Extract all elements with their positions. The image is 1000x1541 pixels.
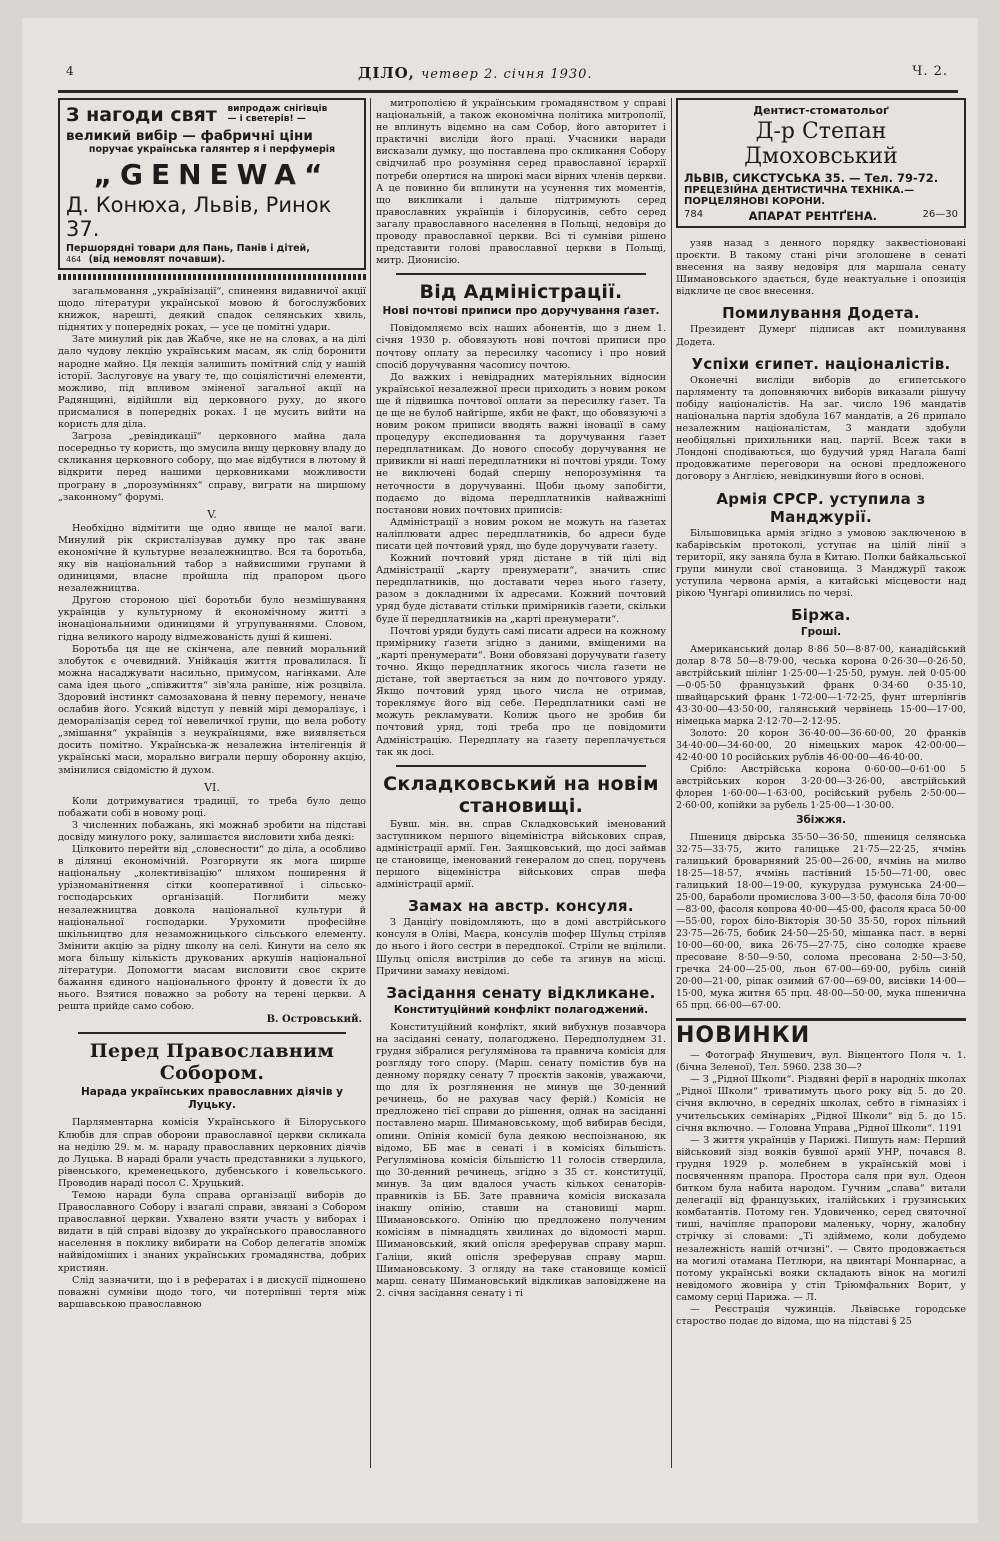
article-headline: Армія СРСР. уступила з Манджурії.: [716, 489, 926, 526]
article-headline: Засідання сенату відкликане.: [386, 983, 656, 1002]
article-paragraph: Темою наради була справа організації виборів до Православного Собору і взагалі справи, звязані з Собором православної церкви. Ухвалено взяти участь у виборах і видати в цій справі відозву до українського православного населення в поклику вибирати на Собор делегатів зпоміж найвідоміших і знаних українських громадянства, добрих християн.: [58, 1190, 366, 1274]
article-paragraph: Другою стороною цієї боротьби було незмішування українців у культурному й економічному житті з інонаціональними одиницями й угрупуваннями. Словом, гідна великого народу відмежованість душі й кишені.: [58, 595, 366, 643]
exchange-rates-silver: Срібло: Австрійська корона 0·60·00—0·61·00 5 австрійських корон 3·20·00—3·26·00, австрійський флорен 1·60·00—1·63·00, російський рубель 2·50·00—2·60·00, копійки за рубель 1·25·00—1·30·00.: [676, 764, 966, 812]
article-paragraph: Оконечні висліди виборів до єгипетського парляменту та доповняючих виборів виказали рішучу побіду націоналістів. На заг. число 196 мандатів національна партія здобула 167 мандатів, а 26 припало незалежним націоналістам, 3 мандати здобули необіцяльні прихильники нац. партії. Всеж таки в Лондоні сподіваються, що будучий уряд Нагала баші продовжатиме переговори на основі предложеного договору з Англією, невідкинувши його в основі.: [676, 374, 966, 483]
exchange-subheadline: Гроші.: [800, 626, 842, 639]
column-divider-2: [671, 98, 672, 1468]
news-item: — Фотограф Янушевич, вул. Вінцентого Поля ч. 1. (бічна Зеленої), Тел. 5960. 238 30—?: [676, 1050, 966, 1074]
article-paragraph: Більшовицька армія згідно з умовою заключеною в кабарівськім протоколі, уступає на цілій лінії з території, яку заняла була в Китаю. Полки байкальської групи минули свої становища. З Манджурії також уступила червона армія, а китайські місцевости над рікою Чунґарі опинились по черзі.: [676, 527, 966, 599]
geneva-advertisement: [58, 98, 366, 270]
exchange-rates-currency: Американський долар 8·86 50—8·87·00, канадійський долар 8·78 50—8·79·00, чеська корона 0·26·30—0·26·50, австрійський шілінг 1·25·00—1·25·50, румун. лей 0·05·00—0·05·50 французький франк 0·34·60 0·35·10, швайцарський франк 1·72·00—1·72·25, фунт штерлінгів 43·30·00—43·50·00, галянський червінець 15·00—17·00, німецька марка 2·12·70—2·12·95.: [676, 644, 966, 728]
article-paragraph: Кожний почтовий уряд дістане в тій цілі від Адміністрації „карту пренумерати“, значить спис передплатників, що доставати через нього ґазету, разом з докладними їх адресами. Кожний почтовий уряд буде діставати стільки примірників ґазети, скільки буде її передплатників на „карті пренумерати“.: [376, 553, 666, 625]
news-item: — З життя українців у Парижі. Пишуть нам: Перший військовий зізд вояків бувшої армії УНР, почався 8. грудня 1929 р. молебнем в українській мові і посвяченням прапора. Простора саля при вул. Одеон битком була набита народом. Гучним „слава“ витали делегації від французьких, італійських і грузинських комбатантів. Потому ген. Удовиченко, серед святочної тиші, начіпляє прапорови маленьку, чорну, жалобну стрічку зі словами: „Ті здіймемо, коли добудемо незалежність нашій отчизні“. — Свято продовжається на могилі отамана Петлюри, на цвинтарі Монпарнас, а потому українські вояки складають вінок на могилі невідомого жовніра у стіп Тріюмфальних Ворит, у самому серці Парижа. — Л.: [676, 1134, 966, 1303]
article-headline: Замах на австр. консуля.: [408, 897, 634, 916]
article-paragraph: Повідомляємо всіх наших абонентів, що з днем 1. січня 1930 р. обовязують нові почтові приписи про почтову оплату за пересилку часопису і про новий спосіб доручування часопису почтою.: [376, 323, 666, 371]
ad-services: ПРЕЦЕЗІЙНА ДЕНТИСТИЧНА ТЕХНІКА.—ПОРЦЕЛЯНОВІ КОРОНИ.: [684, 185, 915, 207]
article-paragraph: Слід зазначити, що і в рефератах і в дискусії підношено поважні сумніви щодо того, чи потерпівші тертя між варшавською православною: [58, 1274, 366, 1310]
masthead: [58, 50, 958, 93]
author-signature: В. Островський.: [266, 1014, 362, 1026]
section-number: VI.: [204, 780, 220, 794]
ad-code: 784: [684, 209, 704, 220]
ad-brand: „GENEWA“: [93, 158, 331, 191]
ad-line-3: поручає українська галянтер я і перфумерія: [88, 144, 336, 155]
article-paragraph: Бувш. мін. вн. справ Складковський іменований заступником першого віцеміністра військових справ, адміністрації армії. Ген. Заящковський, що досі займав це становище, іменований генералом до спец. поручень першого віцеміністра військових справ шефа адміністрації армії.: [376, 818, 666, 891]
article-paragraph: Коли дотримуватися традиції, то треба було дещо побажати собі в новому році.: [58, 795, 366, 819]
exchange-headline: Біржа.: [791, 606, 851, 625]
article-headline: Перед Православним Собором.: [89, 1040, 335, 1085]
article-paragraph: митрополією й українським громадянством у справі національній, а також економічна політика митрополії, не вплинуть відємно на сам Собор, його авторитет і практичні висліди його праці. Учасники наради висказали думку, що поставлена про скликання Собору свідчилаб про розуміння серед православної ієрархії потреби опертися на широкі маси вірних членів церкви. А це повинно би вплинути на усунення тих моментів, що викликали і дальше підтримують серед православних українців і білорусинів, себто серед загалу православного населення в Польщі, недовіря до проводу православної церкви. Всі ті сумніви рішено представити голові православної церкви в Польщі, митр. Дионисію.: [376, 98, 666, 267]
divider-rule: [396, 273, 646, 275]
issue-date: четвер 2. січня 1930.: [421, 67, 593, 82]
article-headline: Від Адміністрації.: [419, 281, 623, 304]
divider-rule: [396, 765, 646, 767]
article-paragraph: Необхідно відмітити ще одно явище не малої ваги. Минулий рік скристалізував думку про так зване економічне й культурне незалежництво. Вся та боротьба, яку вів національний табор з найвисшими групами й одиницями, власне пройшла під прапором цього незалежництва.: [58, 522, 366, 595]
column-1: [58, 98, 366, 1468]
ad-doctor-name: Д-р Степан Дмоховський: [744, 119, 898, 169]
ad-address: Д. Конюха, Львів, Ринок 37.: [66, 193, 332, 241]
newspaper-title: [358, 64, 593, 82]
article-paragraph: Парляментарна комісія Українського й Білоруського Клюбів для справ оборони православної церкви скликала на неділю 29. м. м. нараду православних церковних діячів до Луцька. В нараді брали участь представники з луцького, рівенського, кременецького, дубенського і ковельського. Проводив нараді посол С. Хруцький.: [58, 1117, 366, 1189]
article-paragraph: Президент Думерґ підписав акт помилування Додета.: [676, 324, 966, 348]
article-paragraph: Адміністрації з новим роком не можуть на ґазетах наліплювати адрес передплатників, бо адреси буде писати цей почтовий уряд, що буде доручувати ґазету.: [376, 516, 666, 552]
ad-tail-2: (від немовлят почавши).: [88, 254, 226, 265]
article-headline: Помилування Додета.: [722, 304, 920, 323]
divider-rule: [78, 1032, 346, 1034]
article-paragraph: загальмовання „українізації“, спинення видавничої акції щодо літератури української мовою й богослужбових книжок, нарешті, деякий спадок селянських хвиль, піднятих у попередніх роках, — усе це помітні удари.: [58, 286, 366, 334]
article-subheadline: Нові почтові приписи про доручування ґазет.: [382, 305, 660, 318]
article-headline: Складковський на новім становищі.: [383, 772, 659, 817]
newspaper-page: [22, 18, 978, 1523]
article-paragraph: Почтові уряди будуть самі писати адреси на кожному примірнику ґазети згідно з даними, вміщеними на „карті пренумерати“. Вони обовязані доручувати ґазету точно. Якщо передплатник якогось числа ґазети не дістане, той звертається за ним до почтового уряду. Якщо почтовий уряд цього числа не отримав, тореклямує його від себе. Передплатники самі не можуть рекламувати. Колиж цього не зробив би почтовий уряд, тоді треба про це повідомити Адміністрацію. Передплату на ґазету переплачується так як досі.: [376, 625, 666, 758]
article-paragraph: З численних побажань, які можнаб зробити на підставі досвіду минулого року, залишаєтся висловити хиба деякі:: [58, 819, 366, 843]
ad-address: ЛЬВІВ, СИКСТУСЬКА 35. — Тел. 79-72.: [684, 171, 939, 185]
grain-subheadline: Збіжжя.: [795, 814, 847, 827]
article-paragraph: Загроза „ревіндикації“ церковного майна дала посередньо ту користь, що змусила вищу церковну владу до скликання церковного собору, що має відбутися в лютому й відкрити перед нашими церковниками можливости програну в „порозуміннях“ справу, виграти на ширшому „законному“ форумі.: [58, 431, 366, 503]
ad-headline: З нагоди свят: [66, 104, 217, 126]
column-divider-1: [370, 98, 371, 1468]
article-paragraph: Зате минулий рік дав Жабче, яке не на словах, а на ділі дало чудову лекцію українським масам, як слід боронити народне майно. Ця лекція залишить помітний слід у нашій історії. Заслуговує на увагу те, що соціялістичні елементи, можливо, під впливом зміненої загальної акції на Радянщині, відійшли від церковного руху, до якого присмалися в попередніх роках. І це мусить вийти на користь для діла.: [58, 334, 366, 431]
article-paragraph: До важких і невідрадних матеріяльних відносин української незалежної преси приходить з новим роком ще й підвишка почтової оплати за пересилку ґазет. Та це ще не булоб найгірше, якби не факт, що обовязуючі з новим роком приписи вводять важні іновації в саму процедуру експедиовання та доручування ґазет передплатникам. До нового способу доручування не привикли ні наші передплатники ні почтові уряди. Тому не виключені бодай спершу непорозуміння та неточности в доручуванні. Щоби цьому запобігти, подаємо до відома передплатників найважніші постанови нових почтових приписів:: [376, 371, 666, 516]
ad-profession: Дентист-стоматольоґ: [753, 104, 889, 117]
article-paragraph: Боротьба ця ще не скінчена, але певний моральний злобуток є очевидний. Унійкація життя провалилася. Її можна насаджувати насильно, примусом, нагінками. Але сама ідея цього „співжиття“ зів'яла раніше, ніж розцвіла. Здоровий інстинкт самозахована й певну перемогу, неначе ослабив його. Усякий відступ у певній мірі деморалізує, і деморалізація серед тої невеличкої групи, що вела роботу „змішання“ українців з неукраїнцями, вже виявляється досить помітно. Українська-ж незалежна інтелігенція й українські маси, морально виграли першу оборонну акцію, змінилися свідомістю й духом.: [58, 643, 366, 776]
news-item: — З „Рідної Школи“. Різдвяні ферії в народніх школах „Рідної Школи“ триватимуть цього року від 5. до 20. січня включно, в середніх школах, себто в гімназіях і учительських семінаріях „Рідної Школи“ від 5. до 15. січня включно. — Головна Управа „Рідної Школи“. 1191: [676, 1074, 966, 1134]
column-2: [376, 98, 666, 1468]
news-section-headline: НОВИНКИ: [676, 1018, 966, 1048]
exchange-rates-grain: Пшениця двірська 35·50—36·50, пшениця селянська 32·75—33·75, жито галицьке 21·75—22·25, ячмінь галицький броварняний 25·00—26·00, ячмінь на милво 18·25—18·57, ячмінь пастівний 15·50—71·00, овес галицький 18·00—19·00, кукурудза румунська 24·00—25·00, бараболи промислова 3·00—3·50, фасоля біла 70·00—83·00, фасоля копрова 40·00—45·00, фасоля краса 50·00—55·00, горох біло-Вікторія 30·50 35·50, горох пільний 23·75—26·75, бобик 24·50—25·50, мішанка паст. в верні 10·00—60·00, вика 26·75—27·75, сіно солодке краєве пресоване 8·50—9·50, солома пресована 2·50—3·50, гречка 24·00—25·00, льон 67·00—69·00, рубіль синій 20·00—21·00, ріпак озимий 67·00—69·00, висівки 14·00—15·00, мука житня 65 прц. 48·00—50·00, мука пшенична 65 прц. 66·00—67·00.: [676, 832, 966, 1012]
article-paragraph: Цілковито перейти від „словесности“ до діла, а особливо в ділянці економічній. Розгорнути як мога ширше національну „колективізацію“ шляхом поширення й урізноманітнення сітки кооперативної і сільсько-господарських організацій. Поглибити межу незалежництва довкола національної культури й національної господарки. Урухомити професійне шкільництво для незаможницького сільського елементу. Змінити акцію за рідну школу на селі. Кинути на село як мога більшу кількість друкованих аркушів національної літератури. Допомогти масам висловити своє скрите бажання єдиного національного фронту й довести їх до нього. Взятися поважно за роботу на терені церкви. А решта прийде само собою.: [58, 844, 366, 1013]
ad-range: 26—30: [922, 209, 958, 220]
ad-line-2: великий вибір — фабричні ціни: [66, 128, 313, 144]
column-3: [676, 98, 966, 1468]
issue-number: Ч. 2.: [912, 64, 948, 79]
dentist-advertisement: [676, 98, 966, 228]
article-paragraph: Конституційний конфлікт, який вибухнув позавчора на засіданні сенату, полагоджено. Передполуднем 31. грудня зібралися реґуляміновa та правнича комісія для розгляду того спору. (Марш. сенату помістив був на денному порядку сенату 7 проєктів законів, уважаючи, що для їх розглянення не минув ще 30-денний речинець, бо не рахував часу ферій.) Комісія не предложено тієї справи до рішення, однак на засіданні поставлено марш. Шимановському, щоб вибирав бесіди, опини. Опінія комісії була деякою неспоізнаною, як відомо, ББ має в сенаті і в комісіях більшість. Реґуляміновa комісія більшістю 11 голосів ствердила, що 30-денний речинець, згідно з 35 ст. конституції, минув. За цим вдалося участь кількох сенаторів-правників із ББ. Зате правнича комісія висказала інакшу опінію, ставши на становищі марш. Шимановського. Опінію цю предложено полученим комісіям в пімнадцять хвилинах до відомості марш. Шимановський, який опісля зреферував справу марш. Галіци, який опісля зреферував справу марш. Шимановському. З огляду на таке становище комісії марш. сенату Шимановський відкликав заповіджене на 2. січня засідання сенату і ті: [376, 1021, 666, 1299]
ad-code: 464: [66, 255, 82, 264]
article-headline: Успіхи єгипет. націоналістів.: [691, 354, 951, 373]
newspaper-name: ДІЛО,: [358, 64, 415, 82]
exchange-rates-gold: Золото: 20 корон 36·40·00—36·60·00, 20 франків 34·40·00—34·60·00, 20 німецьких марок 42·00·00—42·40·00 10 російських рублів 46·00·00—46·40·00.: [676, 728, 966, 764]
page-number: 4: [66, 64, 75, 78]
article-paragraph: узяв назад з денного порядку заквестіоновані проєкти. В такому стані річи зголошене в сенаті внесення на заяву недовіря для маршала сенату Шимановського здається, буде неактуальне і опозиція відкличе це своє внесення.: [676, 238, 966, 298]
article-subheadline: Нарада українських православних діячів у Луцьку.: [80, 1086, 344, 1112]
ornamental-rule: [58, 274, 366, 280]
ad-apparatus: АПАРАТ РЕНТҐЕНА.: [748, 209, 878, 223]
section-number: V.: [207, 507, 217, 521]
article-paragraph: З Данціґу повідомляють, що в домі австрійського консуля в Оліві, Маєра, консулів шофер Шульц стріляв до нього і його сестри в передпокої. Стріли не вцілили. Шульц опісля вистрілив до себе та згинув на місці. Причини замаху невідомі.: [376, 917, 666, 977]
ad-tail: Першорядні товари для Пань, Панів і дітей,: [66, 243, 310, 254]
article-subheadline: Конституційний конфлікт полагоджений.: [393, 1003, 649, 1016]
news-item: — Реєстрація чужинців. Львівське городське староство подає до відома, що на підставі § 25: [676, 1304, 966, 1328]
ad-headline-small: випродаж снігівців — і светерів! —: [227, 104, 328, 124]
exchange-section: [676, 606, 966, 1012]
